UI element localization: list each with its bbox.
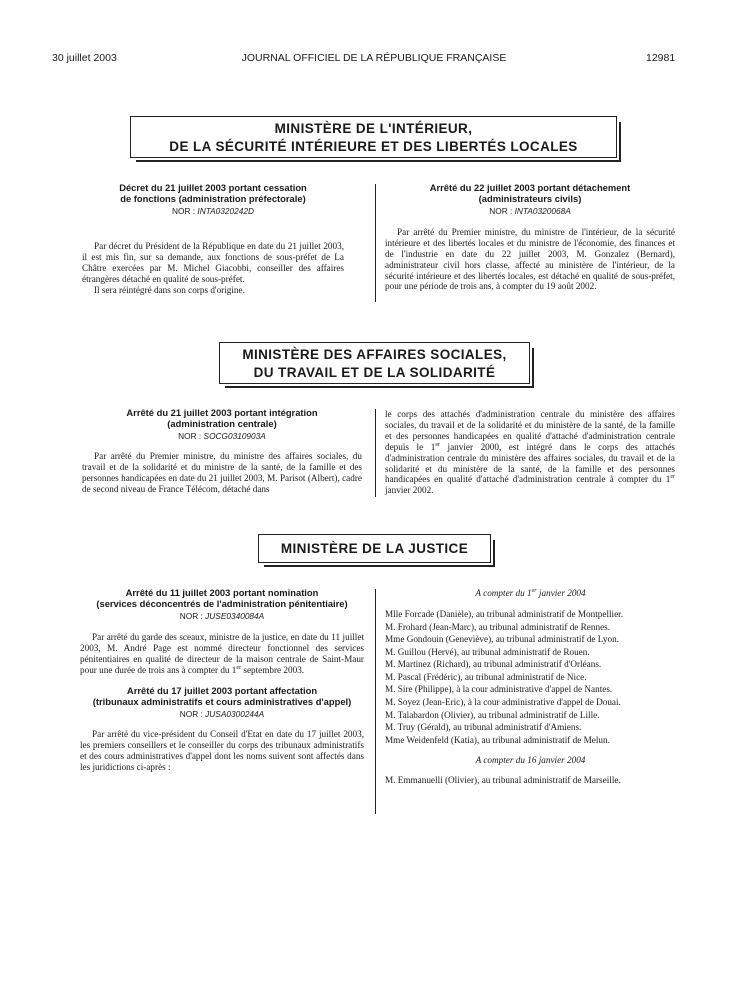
article-title	[80, 685, 364, 707]
ministry-heading-line1: MINISTÈRE DE LA JUSTICE	[280, 541, 469, 556]
nor-code: JUSA0300244A	[205, 708, 265, 719]
appointment-item: M. Guillou (Hervé), au tribunal administratif de Rouen.	[385, 646, 590, 657]
superscript: er	[531, 587, 537, 594]
article-title	[80, 587, 364, 609]
text-run: le corps des attachés d'administration centrale du ministère des affaires sociales, du travail et de la solidarité et du ministère de la santé, de la famille et des personnes handicapées en qualité d'attaché d'administration centrale depuis le 1	[385, 409, 675, 452]
nor-code: INTA0320068A	[514, 206, 571, 216]
article-title-line2: (administrateurs civils)	[478, 193, 582, 204]
article-paragraph: Par arrêté du vice-président du Conseil d'Etat en date du 17 juillet 2003, les premiers conseillers et le conseiller du corps des tribunaux administratifs et des cours administratives d'appel dont les noms suivent sont affectés dans les juridictions ci-après :	[80, 729, 364, 773]
appointment-list	[385, 608, 676, 747]
superscript: er	[670, 474, 675, 481]
ministry-heading-affaires-sociales	[219, 342, 530, 384]
justice-left-column	[80, 587, 364, 773]
nor-code: INTA0320242D	[197, 206, 254, 216]
article-title-line1: Arrêté du 11 juillet 2003 portant nomination	[125, 587, 319, 598]
article-paragraph: Par arrêté du Premier ministre, du ministre des affaires sociales, du travail et de la solidarité et du ministre de la santé, de la famille et des personnes handicapées en date du 21 juillet 2003, M. Parisot (Albert), cadre de second niveau de France Télécom, détaché dans	[82, 450, 362, 494]
appointment-item: M. Truy (Gérald), au tribunal administratif d'Amiens.	[385, 722, 582, 733]
nor-reference	[80, 611, 364, 622]
appointment-item: M. Emmanuelli (Olivier), au tribunal administratif de Marseille.	[385, 775, 621, 786]
article-title-line1: Arrêté du 17 juillet 2003 portant affectation	[126, 684, 318, 696]
article-title-line1: Décret du 21 juillet 2003 portant cessation	[119, 182, 307, 193]
appointment-item: M. Soyez (Jean-Eric), à la cour administrative d'appel de Douai.	[385, 697, 621, 708]
superscript: er	[236, 664, 242, 671]
article-title-line1: Arrêté du 21 juillet 2003 portant intégration	[126, 407, 318, 418]
ministry-heading-justice	[258, 534, 491, 563]
nor-reference	[82, 431, 362, 442]
appointment-item: Mme Gondouin (Geneviève), au tribunal administratif de Lyon.	[385, 634, 619, 645]
article-title	[385, 182, 675, 204]
ministry-heading-interieur	[130, 116, 617, 158]
article-title-line2: (services déconcentrés de l'administration pénitentiaire)	[96, 598, 348, 609]
article-title-line2: de fonctions (administration préfectorale)	[120, 193, 306, 204]
header-journal-title: JOURNAL OFFICIEL DE LA RÉPUBLIQUE FRANÇAISE	[241, 52, 507, 64]
text-run: Par arrêté du garde des sceaux, ministre de la justice, en date du 11 juillet 2003, M. André Page est nommé directeur fonctionnel des services pénitentiaires en qualité de directeur de la maison centrale de Saint-Maur pour une durée de trois ans à compter du 1	[80, 631, 364, 675]
article-decret-cessation	[82, 182, 344, 295]
article-paragraph: Par décret du Président de la République en date du 21 juillet 2003, il est mis fin, sur sa demande, aux fonctions de sous-préfet de La Châtre exercées par M. Michel Giacobbi, conseiller des affaires étrangères détaché en qualité de sous-préfet.	[82, 240, 344, 284]
article-arrete-detachement	[385, 182, 675, 292]
column-separator	[375, 589, 376, 814]
article-title	[82, 407, 362, 429]
effective-date-heading: A compter du 16 janvier 2004	[475, 755, 586, 766]
article-title-line2: (tribunaux administratifs et cours administratives d'appel)	[92, 695, 352, 707]
appointment-item: M. Frohard (Jean-Marc), au tribunal administratif de Rennes.	[385, 621, 611, 632]
appointment-item: M. Sire (Philippe), à la cour administrative d'appel de Nantes.	[385, 684, 613, 695]
nor-label: NOR :	[178, 431, 202, 441]
text-run: janvier 2000, est intégré dans le corps des attachés d'administration centrale du ministère des affaires sociales, du travail et de la solidarité et du ministère de la santé, de la famille et des personnes handicapées en qualité d'attaché d'administration centrale à compter du 1	[385, 441, 675, 485]
nor-label: NOR :	[489, 206, 513, 216]
ministry-heading-line2: DU TRAVAIL ET DE LA SOLIDARITÉ	[253, 365, 496, 380]
header-date: 30 juillet 2003	[52, 52, 117, 64]
nor-label: NOR :	[172, 206, 196, 216]
ministry-heading-line2: DE LA SÉCURITÉ INTÉRIEURE ET DES LIBERTÉS LOCALES	[169, 139, 578, 154]
article-arrete-integration	[82, 407, 362, 495]
appointment-item: M. Talabardon (Olivier), au tribunal administratif de Lille.	[385, 709, 600, 720]
article-paragraph	[385, 409, 675, 496]
article-paragraph	[80, 632, 364, 676]
appointment-item: Mlle Forcade (Danièle), au tribunal administratif de Montpellier.	[385, 608, 624, 619]
justice-right-column	[385, 586, 676, 786]
appointment-item: M. Martinez (Richard), au tribunal administratif d'Orléans.	[385, 659, 602, 670]
article-continuation	[385, 409, 675, 496]
ministry-heading-line1: MINISTÈRE DE L'INTÉRIEUR,	[274, 121, 473, 136]
text-run: janvier 2004	[536, 588, 586, 598]
nor-reference	[385, 206, 675, 217]
nor-code: JUSE0340084A	[205, 611, 265, 621]
article-paragraph: Par arrêté du Premier ministre, du ministre de l'intérieur, de la sécurité intérieure et des libertés locales et du ministre de l'économie, des finances et de l'industrie en date du 22 juillet 2003, M. Gonzalez (Bernard), administrateur civil hors classe, affecté au ministère de l'intérieur, de la sécurité intérieure et des libertés locales, est détaché en qualité de sous-préfet, pour une période de trois ans, à compter du 19 août 2002.	[385, 226, 675, 292]
text-run: septembre 2003.	[241, 664, 305, 675]
header-page-number: 12981	[646, 52, 676, 64]
column-separator	[375, 409, 376, 497]
appointment-item: M. Pascal (Frédéric), au tribunal administratif de Nice.	[385, 671, 587, 682]
nor-label: NOR :	[179, 611, 203, 621]
appointment-item: Mme Weidenfeld (Katia), au tribunal administratif de Melun.	[385, 734, 610, 745]
effective-date-heading	[385, 588, 676, 599]
nor-label: NOR :	[179, 708, 203, 719]
page-header	[0, 52, 748, 66]
text-run: A compter du 1	[475, 588, 532, 598]
superscript: er	[435, 441, 440, 448]
nor-code: SOCG0310903A	[203, 431, 266, 441]
article-title-line1: Arrêté du 22 juillet 2003 portant détachement	[429, 182, 631, 193]
column-separator	[375, 184, 376, 302]
article-paragraph: Il sera réintégré dans son corps d'origine.	[94, 284, 245, 295]
nor-reference	[80, 709, 364, 720]
nor-reference	[82, 206, 344, 217]
ministry-heading-line1: MINISTÈRE DES AFFAIRES SOCIALES,	[242, 347, 507, 362]
article-title-line2: (administration centrale)	[167, 418, 277, 429]
article-title	[82, 182, 344, 204]
text-run: janvier 2002.	[385, 485, 434, 496]
